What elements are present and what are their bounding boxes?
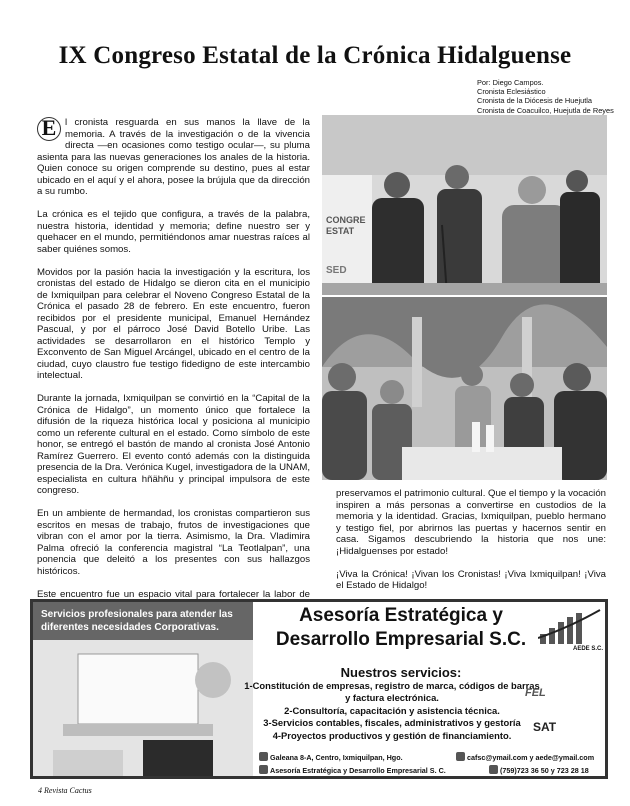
advertisement [30,599,608,779]
phone-text: (759)723 36 50 y 723 28 18 [500,766,589,775]
ad-company-name [261,604,541,652]
mail-icon [456,752,465,761]
aede-label: AEDE S.C. [573,646,604,652]
paragraph: La crónica es el tejido que configura, a través de la palabra, nuestra historia, identidad y memoria; define nuestro ser y quehacer en el mundo, permitiéndonos amar nuestras raíces al saber quiénes somos. [37,209,310,255]
ad-title-line: Desarrollo Empresarial S.C. [275,629,527,650]
page-number: 4 [38,786,42,795]
page-footer [38,786,92,795]
location-icon [259,752,268,761]
email-row [456,752,594,762]
photo-sign-text: SED [326,265,347,276]
paragraph: Movidos por la pasión hacia la investigación y la escritura, los cronistas del estado de Hidalgo se dieron cita en el municipio de Ixmiquilpan para celebrar el Noveno Congreso Estatal de la Crónica el pasado 28 de febrero. En este encuentro, fueron recibidos por el presidente municipal, Emanuel Hernández Pascual, y por el párroco José David Botello Uribe. Las actividades se desarrollaron en el histórico Templo y Exconvento de San Miguel Arcángel, ubicado en el centro de la ciudad, cuyo claustro fue testigo fidedigno de este intercambio intelectual. [37,266,310,381]
byline-line: Cronista de la Diócesis de Huejutla [477,96,593,106]
address-row [259,752,403,762]
service-item: 4-Proyectos productivos y gestión de financiamiento. [272,729,512,741]
ad-contact [253,752,605,778]
ad-banner: Servicios profesionales para atender las diferentes necesidades Corporativas. [33,602,253,640]
service-item: 2-Consultoría, capacitación y asistencia técnica. [284,704,500,716]
sat-logo: SAT [533,720,557,734]
email-text: cafsc@ymail.com y aede@ymail.com [467,753,595,762]
fel-logo: FEL [525,687,546,699]
ad-title-line: Asesoría Estratégica y [299,605,503,626]
ad-laptop-photo [33,640,253,779]
byline-line: Por: Diego Campos. [477,78,544,87]
services-title: Nuestros servicios: [340,665,462,680]
paragraph [37,117,310,198]
address-text: Galeana 8-A, Centro, Ixmiquilpan, Hgo. [270,753,403,762]
byline [477,78,627,115]
byline-line: Cronista Eclesiástico [477,87,546,97]
article-column-left [37,117,310,623]
byline-line: Cronista de Coacuilco, Huejutla de Reyes [477,105,614,115]
facebook-text: Asesoría Estratégica y Desarrollo Empresarial S. C. [270,766,446,775]
facebook-row [259,765,446,775]
paragraph-text: l cronista resguarda en sus manos la llave de la memoria. A través de la investigación o de la vivencia directa —en ocasiones como testigo ocular—, su pluma asienta para las nuevas generaciones los anales de la historia. Quien conoce su origen comprende su destino, pues al estar ubicado en el aquí y el ahora, posee la brújula que da dirección a su rumbo. [37,117,310,197]
paragraph: Este encuentro fue un espacio vital para fortalecer la labor de [37,588,310,600]
service-item: 1-Constitución de empresas, registro de marca, códigos de barras [244,680,540,691]
photo-table-image [322,297,607,480]
phone-icon [489,765,498,774]
paragraph: Durante la jornada, Ixmiquilpan se convirtió en la “Capital de la Crónica de Hidalgo”, un momento único que fortalece la difusión de la riqueza histórica local y posiciona al municipio como un referente cultural en el estado. Como símbolo de este honor, se entregó el bastón de mando al cronista José Antonio Ramírez Guerrero. El evento contó además con la distinguida presencia de la Dra. Verónica Kugel, investigadora de la UNAM, especialista en cultura hñähñu y principal impulsora de este congreso. [37,393,310,496]
laptop-icon [33,640,253,779]
service-item: 3-Servicios contables, fiscales, administrativos y gestoría [263,717,521,729]
article-column-right [336,488,606,603]
photo-table-gathering [322,297,607,480]
paragraph: preservamos el patrimonio cultural. Que el tiempo y la vocación inspiren a más personas a convertirse en custodios de la memoria y la identidad. Gracias, Ixmiquilpan, pueblo hermano y testigo fiel, por abrirnos las puertas y hacernos sentir en casa. Sigamos descubriendo la historia que nos une: ¡Hidalguenses por estado! [336,488,606,557]
service-item: y factura electrónica. [345,692,439,704]
photo-sign-text: ESTAT [326,226,355,236]
aede-logo-icon [538,608,603,646]
article-title: IX Congreso Estatal de la Crónica Hidalguense [58,42,572,69]
services-list [221,680,563,742]
photo-sign-text: CONGRE [326,215,366,225]
paragraph: ¡Viva la Crónica! ¡Vivan los Cronistas! ¡Viva Ixmiquilpan! ¡Viva el Estado de Hidalgo! [336,568,606,591]
photo-ceremony [322,115,607,295]
photo-ceremony-image [322,115,607,295]
paragraph: En un ambiente de hermandad, los cronistas compartieron sus escritos en mesas de trabajo, frutos de investigaciones que vibran con el amor por la tierra. Asimismo, la Dra. Vladimira Palma ofreció la conferencia magistral “La Teotlalpan”, una ponencia que deleitó a los presentes con sus hallazgos históricos. [37,508,310,577]
facebook-icon [259,765,268,774]
magazine-name: Revista Cactus [44,786,92,795]
dropcap: E [37,117,61,141]
phone-row [489,765,589,775]
